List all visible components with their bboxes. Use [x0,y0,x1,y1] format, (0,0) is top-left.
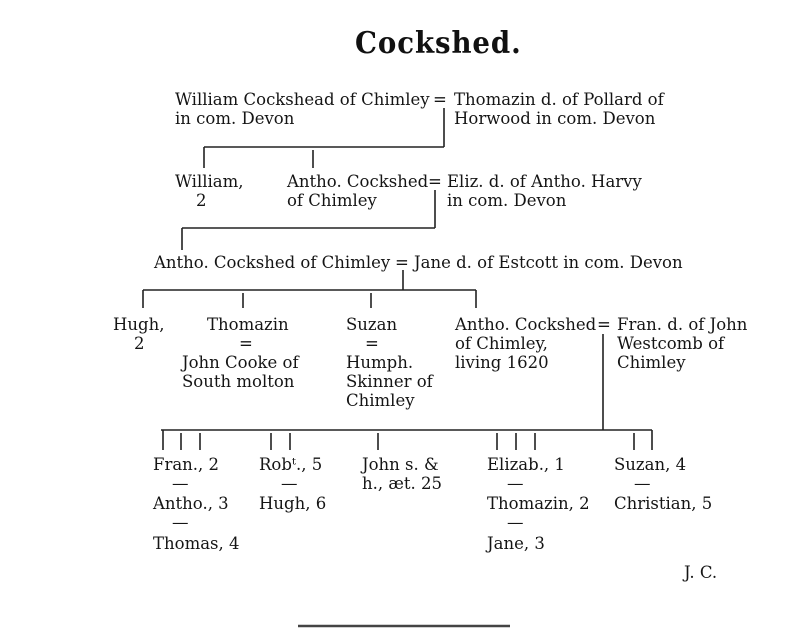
marriage-sign: = [433,90,447,109]
suzan-4: Suzan, 4 [614,455,687,474]
antho-cockshed-gen2: Antho. Cockshed of Chimley [287,172,429,210]
antho-3: Antho., 3 [153,494,229,513]
thomazin-gen4: Thomazin [207,315,289,334]
jane-3: Jane, 3 [487,534,545,553]
dash: — [281,474,298,493]
suzan-gen4: Suzan [346,315,398,334]
marriage-sign: = [597,315,611,334]
elizab-1: Elizab., 1 [487,455,565,474]
thomazin-pollard: Thomazin d. of Pollard of Horwood in com. Devon [454,90,664,128]
marriage-sign: = [395,253,409,272]
christian-5: Christian, 5 [614,494,713,513]
thomazin-2: Thomazin, 2 [487,494,590,513]
marriage-sign: = [428,172,442,191]
humph-skinner: Humph. Skinner of Chimley [346,353,433,410]
antho-cockshed-gen4: Antho. Cockshed of Chimley, living 1620 [455,315,597,372]
fran-westcomb: Fran. d. of John Westcomb of Chimley [617,315,748,372]
dash: — [172,474,189,493]
author-initials: J. C. [684,563,718,582]
antho-cockshed-gen3: Antho. Cockshed of Chimley [154,253,391,272]
marriage-sign: = [365,334,379,353]
dash: — [172,513,189,532]
william-cockshead: William Cockshead of Chimley in com. Devon [175,90,430,128]
dash: — [634,474,651,493]
fran-2: Fran., 2 [153,455,220,474]
john-son-and-heir: John s. & h., æt. 25 [362,455,442,493]
john-cooke: John Cooke of South molton [182,353,299,391]
hugh-2: Hugh, 2 [113,315,165,353]
thomas-4: Thomas, 4 [153,534,240,553]
dash: — [507,474,524,493]
hugh-6: Hugh, 6 [259,494,327,513]
page-title: Cockshed. [355,26,522,61]
william-2: William, 2 [175,172,244,210]
robt-5: Robᵗ., 5 [259,455,323,474]
marriage-sign: = [239,334,253,353]
eliz-harvy: Eliz. d. of Antho. Harvy in com. Devon [447,172,642,210]
jane-estcott: Jane d. of Estcott in com. Devon [414,253,683,272]
dash: — [507,513,524,532]
